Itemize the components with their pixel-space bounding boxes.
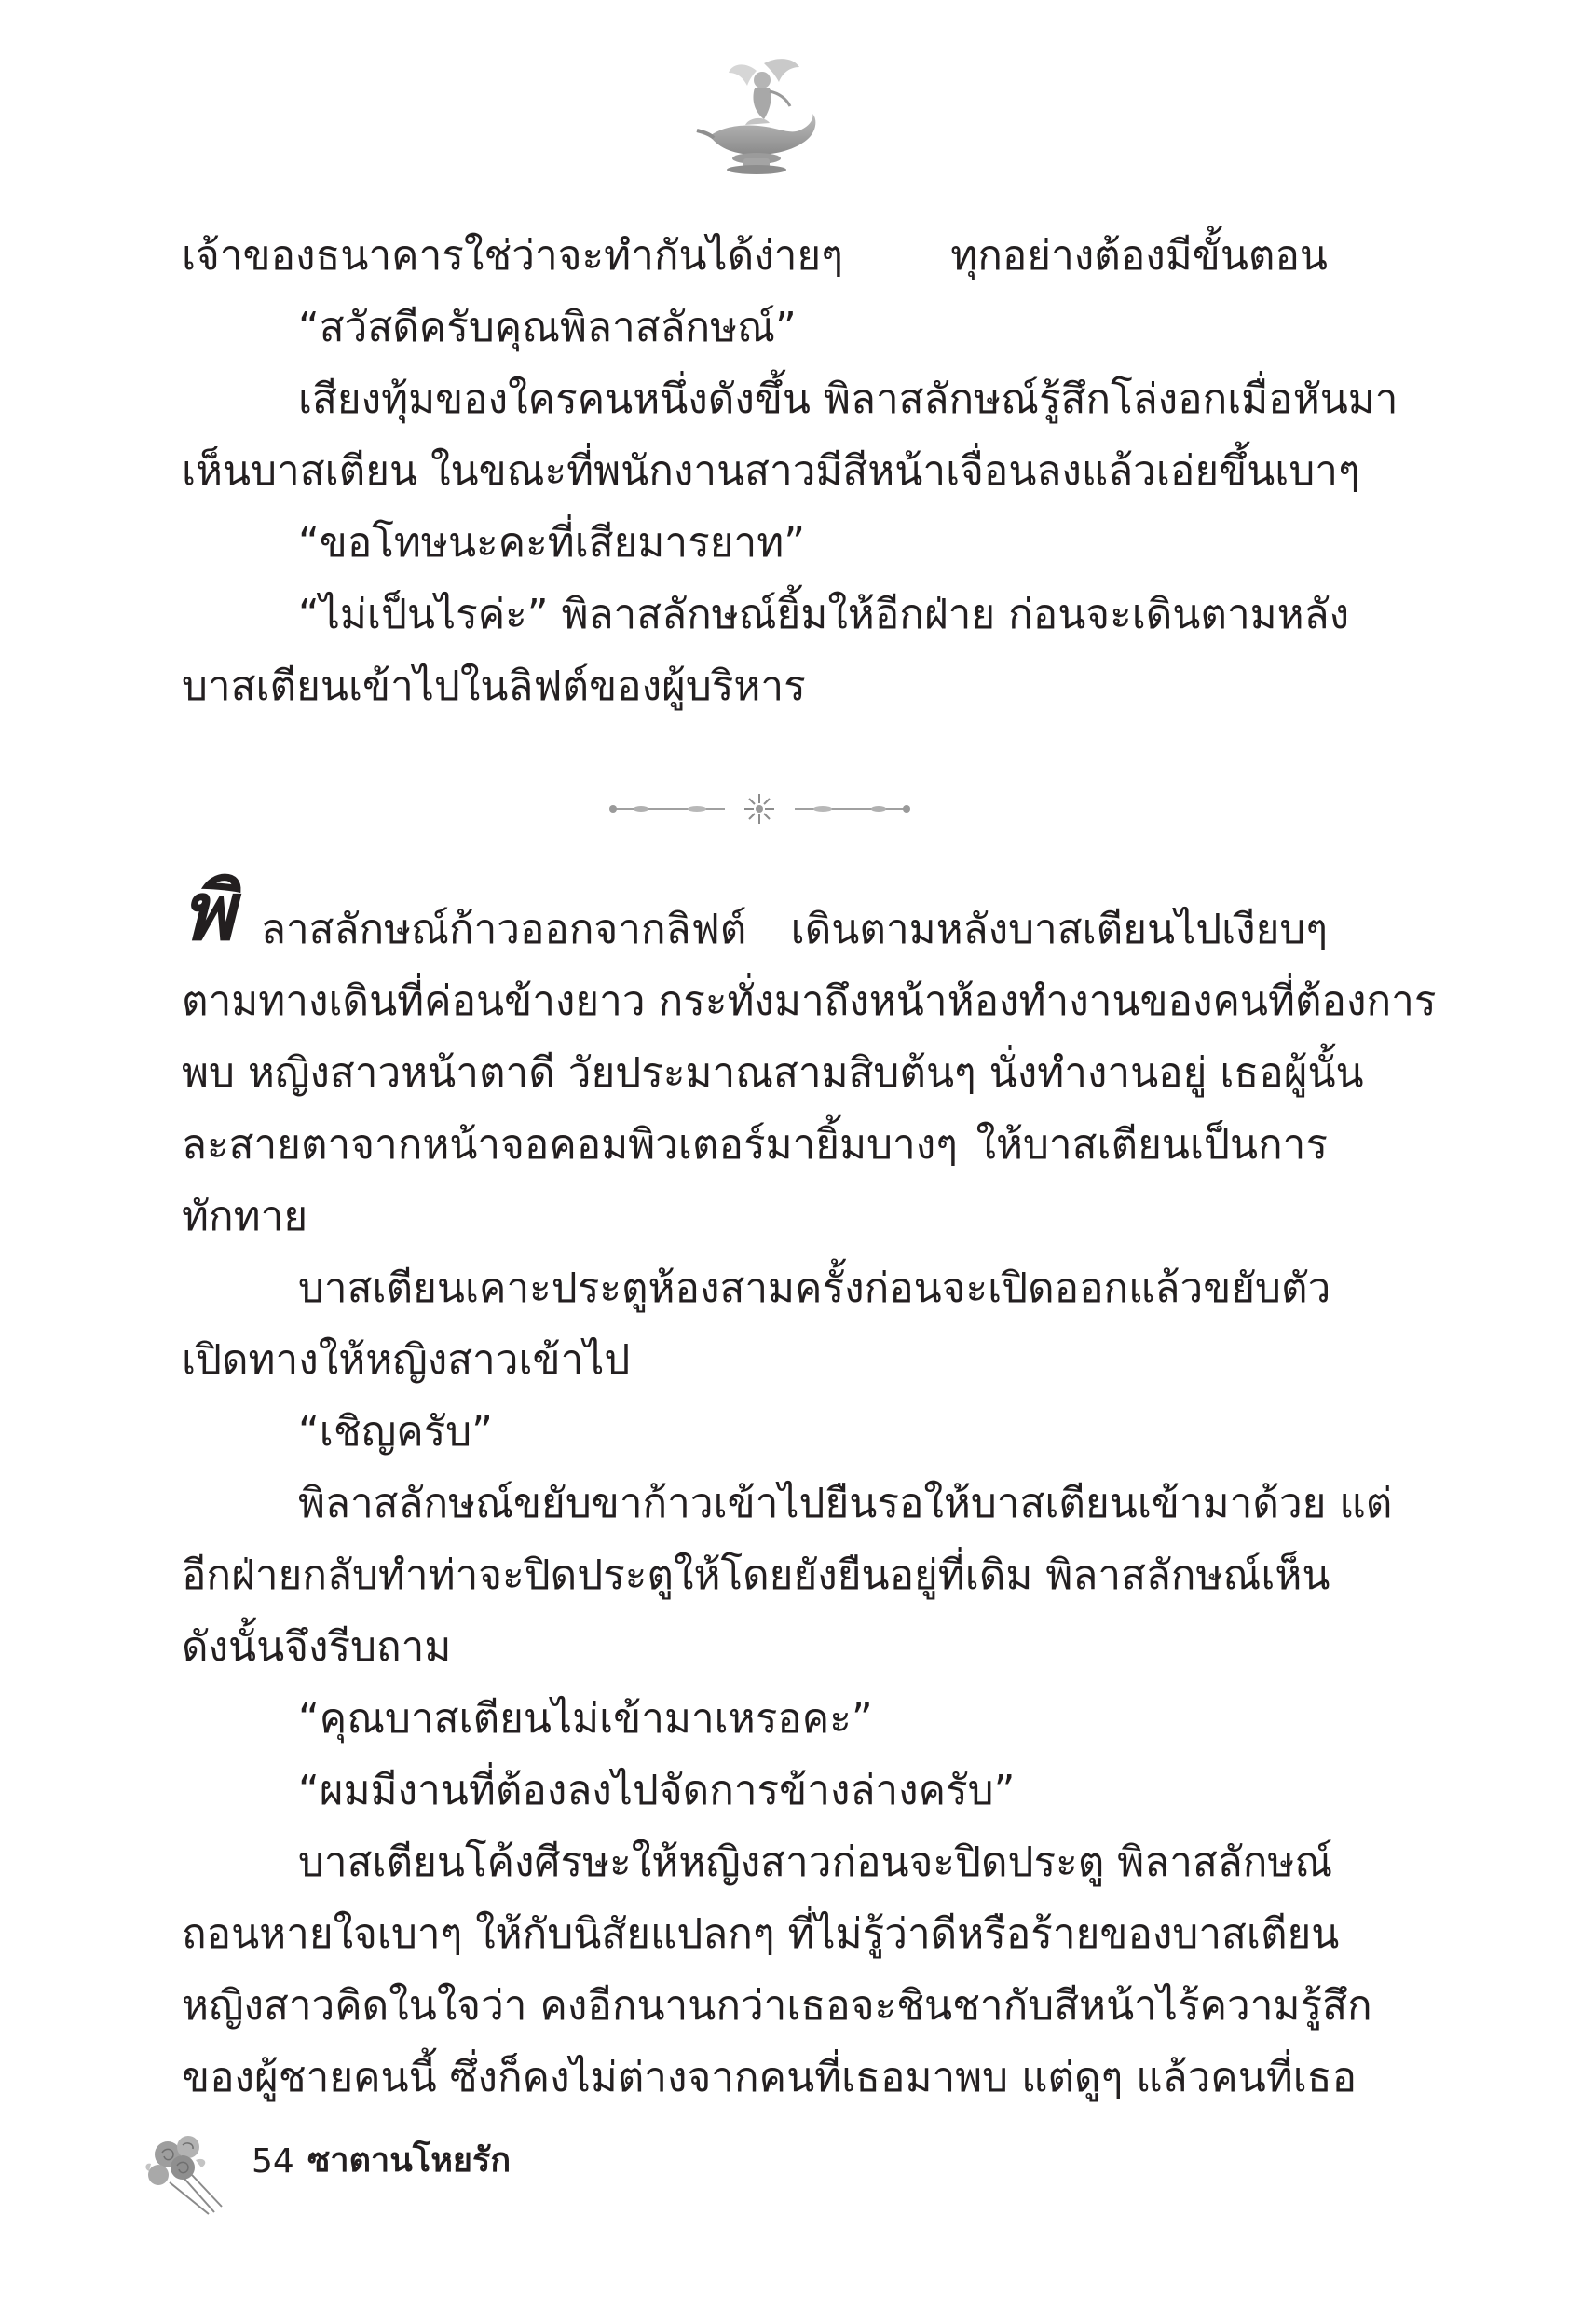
dialogue-line: “เชิญครับ” — [298, 1408, 493, 1456]
paragraph-line: เสียงทุ้มของใครคนหนึ่งดังขึ้น พิลาสลักษณ์รู้สึกโล่งอกเมื่อหันมา — [298, 376, 1398, 423]
paragraph-line: เจ้าของธนาคารใช่ว่าจะทำกันได้ง่ายๆ ทุกอย่างต้องมีขั้นตอน — [182, 232, 1328, 280]
paragraph-line: เห็นบาสเตียน ในขณะที่พนักงานสาวมีสีหน้าเจื่อนลงแล้วเอ่ยขึ้นเบาๆ — [182, 447, 1360, 495]
paragraph-line: อีกฝ่ายกลับทำท่าจะปิดประตูให้โดยยังยืนอยู่ที่เดิม พิลาสลักษณ์เห็น — [182, 1552, 1330, 1599]
dialogue-line: “สวัสดีครับคุณพิลาสลักษณ์” — [298, 304, 797, 351]
paragraph-line: บาสเตียนโค้งศีรษะให้หญิงสาวก่อนจะปิดประตู พิลาสลักษณ์ — [298, 1839, 1333, 1886]
book-title: ซาตานโหยรัก — [307, 2141, 512, 2180]
paragraph-line: ตามทางเดินที่ค่อนข้างยาว กระทั่งมาถึงหน้าห้องทำงานของคนที่ต้องการ — [182, 978, 1437, 1025]
paragraph-line: “ไม่เป็นไรค่ะ” พิลาสลักษณ์ยิ้มให้อีกฝ่าย ก่อนจะเดินตามหลัง — [298, 591, 1350, 638]
paragraph-line: ดังนั้นจึงรีบถาม — [182, 1623, 452, 1671]
dialogue-line: “คุณบาสเตียนไม่เข้ามาเหรอคะ” — [298, 1695, 873, 1743]
paragraph-line: ลาสลักษณ์ก้าวออกจากลิฟต์ เดินตามหลังบาสเตียนไปเงียบๆ — [261, 906, 1328, 953]
paragraph-line: พบ หญิงสาวหน้าตาดี วัยประมาณสามสิบต้นๆ นั่งทำงานอยู่ เธอผู้นั้น — [182, 1049, 1364, 1097]
paragraph-line: ทักทาย — [182, 1193, 308, 1240]
rose-bouquet-icon — [140, 2126, 233, 2220]
flourish-divider-icon — [604, 790, 916, 827]
paragraph-line: บาสเตียนเข้าไปในลิฟต์ของผู้บริหาร — [182, 663, 806, 710]
angel-lamp-ornament-icon — [689, 54, 820, 177]
paragraph-line: พิลาสลักษณ์ขยับขาก้าวเข้าไปยืนรอให้บาสเตียนเข้ามาด้วย แต่ — [298, 1480, 1393, 1527]
dialogue-line: “ผมมีงานที่ต้องลงไปจัดการข้างล่างครับ” — [298, 1767, 1016, 1814]
first-line — [182, 866, 1328, 959]
paragraph-line: ถอนหายใจเบาๆ ให้กับนิสัยแปลกๆ ที่ไม่รู้ว่าดีหรือร้ายของบาสเตียน — [182, 1910, 1340, 1958]
paragraph-line: หญิงสาวคิดในใจว่า คงอีกนานกว่าเธอจะชินชากับสีหน้าไร้ความรู้สึก — [182, 1982, 1372, 2030]
paragraph-line: เปิดทางให้หญิงสาวเข้าไป — [182, 1336, 631, 1384]
page-number: 54 — [252, 2142, 294, 2181]
drop-cap: พิ — [182, 866, 235, 959]
dialogue-line: “ขอโทษนะคะที่เสียมารยาท” — [298, 519, 806, 567]
paragraph-line: บาสเตียนเคาะประตูห้องสามครั้งก่อนจะเปิดออกแล้วขยับตัว — [298, 1265, 1331, 1312]
paragraph-line: ละสายตาจากหน้าจอคอมพิวเตอร์มายิ้มบางๆ ให้บาสเตียนเป็นการ — [182, 1121, 1328, 1169]
paragraph-line: ของผู้ชายคนนี้ ซึ่งก็คงไม่ต่างจากคนที่เธอมาพบ แต่ดูๆ แล้วคนที่เธอ — [182, 2054, 1357, 2101]
